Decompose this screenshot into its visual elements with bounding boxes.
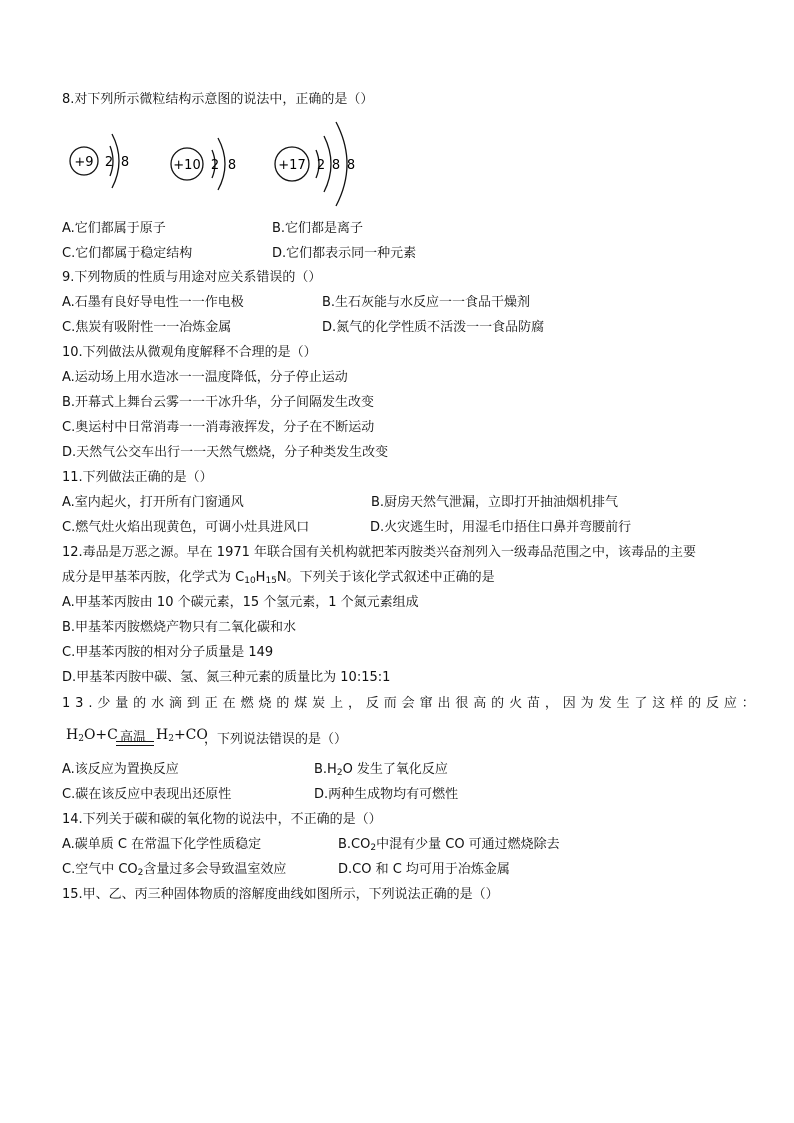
q11-option-b: B.厨房天然气泄漏，立即打开抽油烟机排气 (371, 495, 619, 510)
particle-3-shell-2: 8 (331, 158, 341, 173)
q13-stem-tail: ，下列说法错误的是（） (204, 732, 348, 747)
particle-1-shell-1: 2 (104, 155, 114, 170)
q8-stem: 8.对下列所示微粒结构示意图的说法中，正确的是（） (62, 92, 374, 107)
particle-1-nucleus: +9 (74, 155, 94, 170)
q8-option-b: B.它们都是离子 (272, 221, 364, 236)
q8-option-a: A.它们都属于原子 (62, 221, 166, 236)
q12-stem-line-2: 成分是甲基苯丙胺，化学式为 $C_{10}H_{15}N$。下列关于该化学式叙述中正确的是 (62, 570, 495, 586)
q10-stem: 10.下列做法从微观角度解释不合理的是（） (62, 345, 317, 360)
q11-option-c: C.燃气灶火焰出现黄色，可调小灶具进风口 (62, 520, 310, 535)
particle-3-shell-1: 2 (316, 158, 326, 173)
q9-option-d: D.氮气的化学性质不活泼一一食品防腐 (322, 320, 545, 335)
q14-option-d: D.CO 和 C 均可用于冶炼金属 (338, 862, 510, 877)
q14-stem: 14.下列关于碳和碳的氧化物的说法中，不正确的是（） (62, 812, 382, 827)
q11-option-a: A.室内起火，打开所有门窗通风 (62, 495, 244, 510)
particle-3-shell-3: 8 (346, 158, 356, 173)
q14-option-a: A.碳单质 C 在常温下化学性质稳定 (62, 837, 262, 852)
q13-option-a: A.该反应为置换反应 (62, 762, 179, 777)
q9-stem: 9.下列物质的性质与用途对应关系错误的（） (62, 270, 322, 285)
particle-1-shell-2: 8 (120, 155, 130, 170)
q13-option-c: C.碳在该反应中表现出还原性 (62, 787, 232, 802)
q13-option-d: D.两种生成物均有可燃性 (314, 787, 459, 802)
q11-option-d: D.火灾逃生时，用湿毛巾捂住口鼻并弯腰前行 (370, 520, 632, 535)
particle-2-nucleus: +10 (173, 158, 201, 173)
q10-option-d: D.天然气公交车出行一一天然气燃烧，分子种类发生改变 (62, 445, 389, 460)
particle-3-nucleus: +17 (278, 158, 306, 173)
q10-option-a: A.运动场上用水造冰一一温度降低，分子停止运动 (62, 370, 348, 385)
q13-equation (66, 721, 386, 747)
q9-option-c: C.焦炭有吸附性一一冶炼金属 (62, 320, 232, 335)
q11-stem: 11.下列做法正确的是（） (62, 470, 213, 485)
particle-2-shell-1: 2 (210, 158, 220, 173)
q8-option-d: D.它们都表示同一种元素 (272, 246, 417, 261)
q13-option-b: $B.H_2O$ 发生了氧化反应 (314, 762, 448, 778)
q9-option-b: B.生石灰能与水反应一一食品干燥剂 (322, 295, 531, 310)
q14-option-c: C.空气中 $CO_2$含量过多会导致温室效应 (62, 862, 287, 878)
q12-option-c: C.甲基苯丙胺的相对分子质量是 149 (62, 645, 274, 660)
q12-stem-line-1: 12.毒品是万恶之源。早在 1971 年联合国有关机构就把苯丙胺类兴奋剂列入一级毒品范围之中，该毒品的主要 (62, 545, 697, 560)
q8-option-c: C.它们都属于稳定结构 (62, 246, 193, 261)
q12-option-b: B.甲基苯丙胺燃烧产物只有二氧化碳和水 (62, 620, 297, 635)
q10-option-c: C.奥运村中日常消毒一一消毒液挥发，分子在不断运动 (62, 420, 375, 435)
q10-option-b: B.开幕式上舞台云雾一一干冰升华，分子间隔发生改变 (62, 395, 375, 410)
eq-products: $H_2+CO$ (156, 727, 208, 744)
particle-2-shell-2: 8 (227, 158, 237, 173)
q9-option-a: A.石墨有良好导电性一一作电极 (62, 295, 244, 310)
atom-structure-diagrams (62, 116, 362, 208)
q14-option-b: $B.CO_2$中混有少量 CO 可通过燃烧除去 (338, 837, 560, 853)
eq-reactants: $H_2O+C$ (66, 727, 118, 744)
q12-option-a: A.甲基苯丙胺由 10 个碳元素，15 个氢元素，1 个氮元素组成 (62, 595, 419, 610)
eq-double-line (116, 741, 154, 746)
q15-stem: 15.甲、乙、丙三种固体物质的溶解度曲线如图所示，下列说法正确的是（） (62, 887, 499, 902)
q12-option-d: D.甲基苯丙胺中碳、氢、氮三种元素的质量比为 10:15:1 (62, 670, 391, 685)
eq-condition: 高温 (120, 730, 147, 745)
q13-stem: 13.少量的水滴到正在燃烧的煤炭上，反而会窜出很高的火苗，因为发生了这样的反应： (62, 696, 760, 711)
